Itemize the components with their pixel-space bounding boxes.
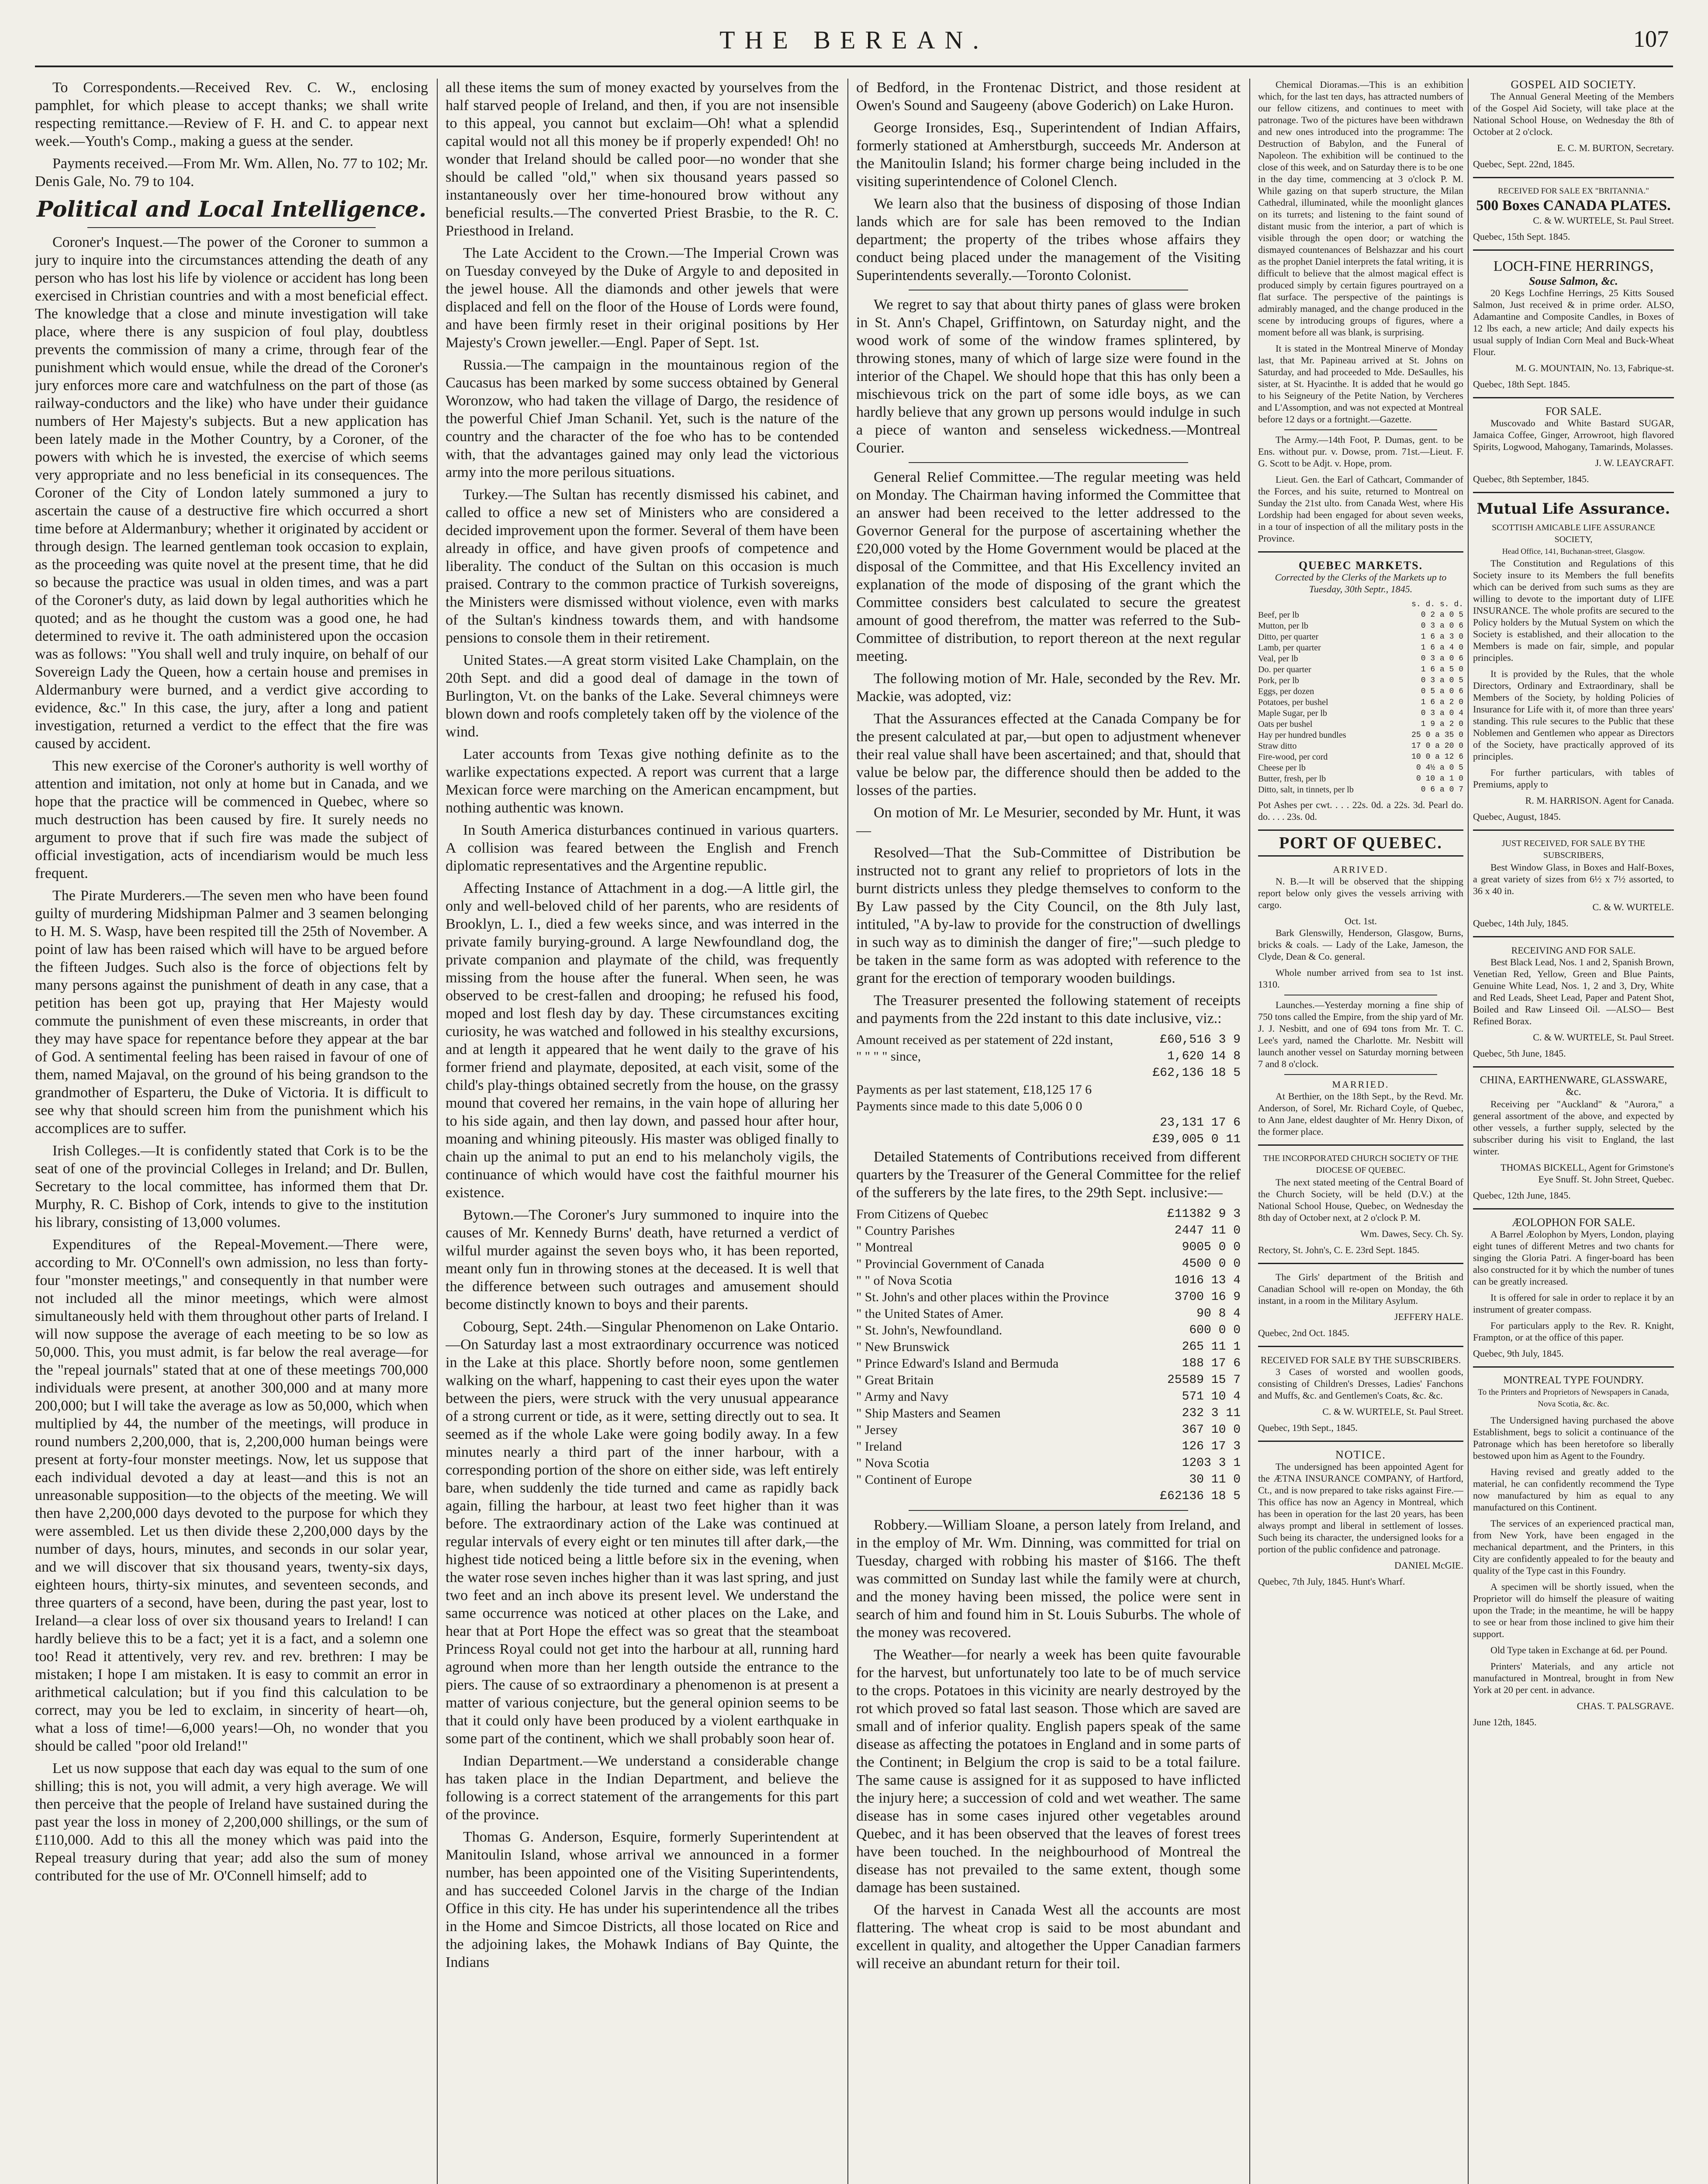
market-row — [1258, 784, 1463, 795]
markets-column-units: s. d. s. d. — [1411, 600, 1463, 609]
contribution-row-label: From Citizens of Quebec — [856, 1207, 989, 1221]
statement-row-value: 1,620 14 8 — [1167, 1050, 1241, 1063]
received-notice: 3 Cases of worsted and woollen goods, consisting of Children's Dresses, Ladies' Fanchons and Muffs, &c. and Gentlemen's Coats, &c. &c. — [1258, 1366, 1463, 1401]
girls-school-notice: The Girls' department of the British and Canadian School will re-open on Monday, the 6th instant, in a room in the Military Asylum. — [1258, 1272, 1463, 1306]
china-notice: Receiving per "Auckland" & "Aurora," a general assortment of the above, and expected by other vessels, a further supply, selected by the subscriber during his visit to England, the last winter. — [1473, 1099, 1674, 1157]
contributions-table — [856, 1206, 1241, 1505]
aetna-signature: DANIEL McGIE. — [1394, 1560, 1463, 1571]
statement-row-value: £39,005 0 11 — [1152, 1133, 1241, 1146]
article-repeal: Expenditures of the Repeal-Movement.—There were, according to Mr. O'Connell's own admission, no less than forty-four "monster meetings," and consequently in that number were not included all the minor meetings, which were almost simultaneously held with them throughout other parts of Ireland. I will now suppose the average of each meeting to be so low as 50,000. This, you must admit, is far below the real average—for the "repeal journals" stated that at one of these meetings 700,000 individuals were present, at another 300,000 and at many more 200,000; but I will take the average as low as 50,000, which when multiplied by 44, the number of the meetings, will produce in round numbers 2,200,000, that is, 2,200,000 human beings were present at forty-four monster meetings. Now, let us suppose that each individual devoted a day at least—and this is not an unreasonable supposition—to the objects of the meeting. We will then have 2,200,000 days devoted to the purpose for which they were assembled. Let us then divide these 2,200,000 days by the number of days, hours, minutes, and seconds in our solar year, and we will discover that six thousand years, twenty-six days, eighteen hours, thirty-six minutes, and seventeen seconds, and three quarters of a second, have been, during the past year, lost to Ireland—a clear loss of over six thousand years to Ireland! I can hardly believe this to be a fact; yet it is a fact, and a solemn one too! Read it attentively, very rev. and rev. brethren: I may be mistaken; I hope I am mistaken. It is easy to commit an error in arithmetical calculation; but if you find this calculation to be correct, may you be led to exclaim, in sincerity of heart—oh, what a loss of time!—6,000 years!—Oh, no wonder that you should be called "poor old Ireland!" — [35, 1237, 428, 1754]
paper-title: THE BEREAN. — [719, 26, 989, 54]
statement-row-value: £60,516 3 9 — [1160, 1033, 1241, 1047]
contribution-row — [856, 1372, 1241, 1389]
window-glass-date: Quebec, 14th July, 1845. — [1473, 918, 1569, 929]
ashes-prices: Pot Ashes per cwt. . . . 22s. 0d. a 22s. 3d. Pearl do. do. . . . 23s. 0d. — [1258, 799, 1463, 822]
received-signature: C. & W. WURTELE, St. Paul Street. — [1322, 1406, 1463, 1417]
notice-heading: NOTICE. — [1335, 1448, 1386, 1461]
statement-row-value — [1127, 1082, 1241, 1098]
market-row — [1258, 664, 1463, 675]
aeolophon-notice-2: It is offered for sale in order to replace it by an instrument of greater compass. — [1473, 1292, 1674, 1315]
contribution-row — [856, 1339, 1241, 1355]
shipping-arrivals: Bark Glenswilly, Henderson, Glasgow, Burns, bricks & coals. — Lady of the Lake, Jameson, the Clyde, Dean & Co. general. — [1258, 927, 1463, 962]
type-foundry-notice-5: Old Type taken in Exchange at 6d. per Pound. — [1490, 1645, 1667, 1655]
church-society-notice: The next stated meeting of the Central Board of the Church Society, will be held (D.V.) at the National School House, Quebec, on Wednesday the 8th day of October next, at 2 o'clock P. M. — [1258, 1177, 1463, 1223]
article-irish-colleges: Irish Colleges.—It is confidently stated that Cork is to be the seat of one of the provincial Colleges in Ireland; and Dr. Bullen, Secretary to the local committee, has informed them that Dr. Murphy, R. C. Bishop of Cork, intends to give to the institution his library, consisting of 13,000 volumes. — [35, 1143, 428, 1230]
contribution-row-label: " Jersey — [856, 1423, 898, 1437]
mutual-life-date: Quebec, August, 1845. — [1473, 811, 1561, 822]
article-russia: Russia.—The campaign in the mountainous region of the Caucasus has been marked by some success obtained by General Woronzow, who had taken the village of Dargo, the residence of the powerful Chief Jman Schanil. Yet, such is the nature of the country and the character of the foe who has to be contended with, that the advantages gained may only lead the victorious army into the more perilous situations. — [446, 357, 839, 480]
mutual-life-notice-3: For further particulars, with tables of Premiums, apply to — [1473, 767, 1674, 790]
market-row — [1258, 741, 1463, 752]
shipping-note: N. B.—It will be observed that the shipping report below only gives the vessels arriving with cargo. — [1258, 876, 1463, 910]
herring-heading: LOCH-FINE HERRINGS, — [1493, 258, 1654, 274]
market-row — [1258, 610, 1463, 621]
markets-heading: QUEBEC MARKETS. — [1298, 559, 1423, 572]
contribution-row-value: 90 8 4 — [1196, 1307, 1241, 1320]
contribution-row-value: 265 11 1 — [1182, 1340, 1241, 1354]
gospel-signature: E. C. M. BURTON, Secretary. — [1557, 142, 1674, 153]
market-row — [1258, 752, 1463, 763]
aeolophon-date: Quebec, 9th July, 1845. — [1473, 1348, 1564, 1359]
contribution-row-value: 600 0 0 — [1189, 1324, 1241, 1337]
mutual-life-subheading: SCOTTISH AMICABLE LIFE ASSURANCE SOCIETY, — [1492, 523, 1655, 544]
contribution-row-label: " Great Britain — [856, 1373, 934, 1387]
plates-date: Quebec, 15th Sept. 1845. — [1473, 231, 1570, 242]
gospel-notice: The Annual General Meeting of the Members of the Gospel Aid Society, will take place at the National School House, on Wednesday the 8th of October at 2 o'clock. — [1473, 91, 1674, 137]
divider — [909, 462, 1188, 463]
market-row-label: Veal, per lb — [1258, 654, 1298, 663]
contribution-row-label: " New Brunswick — [856, 1340, 950, 1354]
market-row-label: Maple Sugar, per lb — [1258, 708, 1328, 718]
article-ironsides: George Ironsides, Esq., Superintendent of Indian Affairs, formerly stationed at Amherstburgh, succeeds Mr. Anderson at the Manitoulin Island; his former charge being included in the visiting superintendence of Colonel Clench. — [856, 120, 1241, 190]
market-row-label: Straw ditto — [1258, 741, 1297, 751]
china-heading: CHINA, EARTHENWARE, GLASSWARE, &c. — [1480, 1075, 1667, 1098]
contribution-row — [856, 1289, 1241, 1306]
article-payments: Payments received.—From Mr. Wm. Allen, No. 77 to 102; Mr. Denis Gale, No. 79 to 104. — [35, 156, 428, 190]
column-4 — [1258, 79, 1463, 2184]
type-foundry-signature: CHAS. T. PALSGRAVE. — [1577, 1700, 1674, 1711]
girls-school-signature: JEFFERY HALE. — [1394, 1311, 1463, 1322]
contribution-row-value: 4500 0 0 — [1182, 1257, 1241, 1271]
type-foundry-notice-2: Having revised and greatly added to the material, he can confidently recommend the Type now manufactured by him as equal to any manufactured on this Continent. — [1473, 1466, 1674, 1513]
contribution-row-label: " St. John's, Newfoundland. — [856, 1323, 1003, 1337]
forsale-notice: Muscovado and White Bastard SUGAR, Jamaica Coffee, Ginger, Arrowroot, high flavored Spirits, Logwood, Mahogany, Tamarinds, Molasses. — [1473, 418, 1674, 452]
market-row — [1258, 763, 1463, 774]
contribution-row-label: " Prince Edward's Island and Bermuda — [856, 1356, 1059, 1371]
market-row-label: Hay per hundred bundles — [1258, 730, 1346, 740]
forsale-heading: FOR SALE. — [1545, 405, 1602, 418]
mutual-life-heading: Mutual Life Assurance. — [1476, 500, 1670, 518]
markets-columns — [1258, 599, 1463, 610]
market-row-value: 1 6 a 4 0 — [1421, 643, 1463, 652]
statement-row-value: £62,136 18 5 — [1152, 1066, 1241, 1080]
market-row-label: Mutton, per lb — [1258, 621, 1308, 631]
market-row-value: 0 2 a 0 5 — [1421, 611, 1463, 619]
contribution-row — [856, 1322, 1241, 1339]
shipping-total: Whole number arrived from sea to 1st inst. 1310. — [1258, 967, 1463, 990]
mutual-life-notice-2: It is provided by the Rules, that the whole Directors, Ordinary and Extraordinary, shall be Members of the Society, by holding Policies of Insurance for Life with it, of more than three years' standing. This rule secures to the Public that these Noblemen and Gentlemen who appear as Directors of the Society, have practically approved of its principles. — [1473, 668, 1674, 762]
article-cathcart: Lieut. Gen. the Earl of Cathcart, Commander of the Forces, and his suite, returned to Montreal on Sunday the 21st ulto. from Canada West, where His Lordship had been engaged for about seven weeks, in a tour of inspection of all the military posts in the Province. — [1258, 474, 1463, 544]
contribution-row — [856, 1488, 1241, 1505]
article-army: The Army.—14th Foot, P. Dumas, gent. to be Ens. without pur. v. Dowse, prom. 71st.—Lieut. F. G. Scott to be Adjt. v. Hope, prom. — [1258, 434, 1463, 469]
church-society-signature: Wm. Dawes, Secy. Ch. Sy. — [1360, 1228, 1463, 1239]
column-rule — [847, 79, 848, 2184]
church-society-heading: THE INCORPORATED CHURCH SOCIETY OF THE DIOCESE OF QUEBEC. — [1263, 1154, 1459, 1175]
article-relief-assurances: That the Assurances effected at the Canada Company be for the present calculated at par,—but open to adjustment whenever their real value shall have been ascertained; and that, should that value be below par, the difference should then be added to the losses of the parties. — [856, 711, 1241, 798]
statement-row-label — [856, 1065, 1127, 1082]
statement-row — [856, 1131, 1241, 1148]
divider — [1473, 1208, 1674, 1209]
statement-row-value: 23,131 17 6 — [1160, 1116, 1241, 1130]
plates-heading: 500 Boxes CANADA PLATES. — [1476, 197, 1671, 214]
divider — [1284, 1074, 1437, 1075]
contribution-row-value: 232 3 11 — [1182, 1406, 1241, 1420]
market-row — [1258, 686, 1463, 697]
market-row-label: Ditto, per quarter — [1258, 632, 1319, 642]
market-row-value: 0 4½ a 0 5 — [1416, 764, 1463, 772]
article-coroner: Coroner's Inquest.—The power of the Coroner to summon a jury to inquire into the circumstances attending the death of any person who has lost his life by violence or accident has long been exercised in Christian countries and with a most beneficial effect. The knowledge that a close and minute investigation will take place, where there is any suspicion of foul play, doubtless prevents the commission of many a crime, through fear of the punishment which would ensue, while the dread of the Coroner's jury enforces more care and watchfulness on the part of those (as railway-conductors and the like) who have under their guidance numbers of Her Majesty's subjects. But a new application has been lately made in the Mother Country, by a Coroner, of the powers with which he is invested, the exercise of which seems very appropriate and no less beneficial in its consequences. The Coroner of the City of London lately summoned a jury to ascertain the cause of a destructive fire which occurred a short time before at Aldermanbury; whether it originated by accident or through design. The learned gentleman took occasion to explain, as the proceeding was quite novel at the present time, that he did so because the practice was usual in olden times, and was a part of the Coroner's duty, as laid down by legal authorities which he quoted; and as he thought the custom was a good one, he had determined to revive it. The oath administered upon the occasion was as follows: "You shall well and truly inquire, on behalf of our Sovereign Lady the Queen, how a certain house and premises in Aldermanbury were burned, and a verdict give according to evidence, &c." In this case, the jury, after a long and patient investigation, returned a verdict to the effect that the fire was caused by accident. — [35, 234, 428, 752]
salmon-heading: Souse Salmon, &c. — [1529, 275, 1618, 287]
article-relief-statements: Detailed Statements of Contributions received from different quarters by the Treasurer of the General Committee for the relief of the sufferers by the late fires, to the 29th Sept. inclusive:— — [856, 1149, 1241, 1201]
market-row-value: 17 0 a 20 0 — [1411, 742, 1463, 750]
china-date: Quebec, 12th June, 1845. — [1473, 1190, 1571, 1201]
page-number: 107 — [1633, 26, 1669, 52]
black-lead-heading: RECEIVING AND FOR SALE. — [1511, 945, 1636, 956]
window-glass-heading: JUST RECEIVED, FOR SALE BY THE SUBSCRIBERS, — [1501, 839, 1646, 860]
market-row-value: 0 10 a 1 0 — [1416, 774, 1463, 783]
divider — [1258, 551, 1463, 553]
contribution-row-value: 1203 3 1 — [1182, 1456, 1241, 1470]
divider — [1473, 1366, 1674, 1368]
statement-row-label: Payments as per last statement, £18,125 17 6 — [856, 1082, 1092, 1097]
type-foundry-notice-3: The services of an experienced practical man, from New York, have been engaged in the mechanical department, and the Printers, in this City are confidently appealed to for the beauty and quality of the Type cast in this Foundry. — [1473, 1518, 1674, 1576]
statement-row — [856, 1065, 1241, 1082]
divider — [1473, 177, 1674, 178]
contribution-row — [856, 1355, 1241, 1372]
contribution-row-value: 367 10 0 — [1182, 1423, 1241, 1437]
market-row-label: Ditto, salt, in tinnets, per lb — [1258, 785, 1354, 795]
contribution-row-label: " Ship Masters and Seamen — [856, 1406, 1001, 1420]
market-row-value: 0 6 a 0 7 — [1421, 785, 1463, 794]
article-indian-department: Indian Department.—We understand a considerable change has taken place in the Indian Department, and believe the following is a correct statement of the arrangements for this part of the province. — [446, 1753, 839, 1823]
statement-row — [856, 1032, 1241, 1048]
herring-date: Quebec, 18th Sept. 1845. — [1473, 379, 1570, 390]
market-row-label: Cheese per lb — [1258, 763, 1306, 773]
black-lead-signature: C. & W. WURTELE, St. Paul Street. — [1533, 1032, 1674, 1043]
article-crown: The Late Accident to the Crown.—The Imperial Crown was on Tuesday conveyed by the Duke of Argyle to and deposited in the jewel house. All the diamonds and other jewels that were displaced and fell on the floor of the House of Lords were found, and have been firmly reset in their original positions by Her Majesty's Crown jeweller.—Engl. Paper of Sept. 1st. — [446, 245, 839, 351]
article-continued: all these items the sum of money exacted by yourselves from the half starved people of Ireland, and then, if you are not insensible to this appeal, you cannot but exclaim—Oh! what a splendid capital would not all this money be if properly expended! Oh! no wonder that Ireland should be called poor—no wonder that she should be called "old," when six thousand years passed so instantaneously over her time-honoured brow without any beneficial results.—The converted Priest Brasbie, to the R. C. Priesthood in Ireland. — [446, 79, 839, 239]
divider — [1258, 1144, 1463, 1146]
contribution-row — [856, 1239, 1241, 1256]
divider — [1473, 936, 1674, 937]
statement-row — [856, 1115, 1241, 1131]
divider — [1258, 1346, 1463, 1347]
article-relief-motion: The following motion of Mr. Hale, seconded by the Rev. Mr. Mackie, was adopted, viz: — [856, 670, 1241, 705]
market-row — [1258, 774, 1463, 784]
contribution-row-label: " " of Nova Scotia — [856, 1273, 952, 1288]
market-row-value: 1 6 a 2 0 — [1421, 698, 1463, 707]
masthead — [35, 17, 1673, 67]
type-foundry-notice: The Undersigned having purchased the above Establishment, begs to solicit a continuance of the Patronage which has been heretofore so liberally bestowed upon him as Agent to the Foundry. — [1473, 1415, 1674, 1461]
article-continued: of Bedford, in the Frontenac District, and those resident at Owen's Sound and Saugeeny (above Goderich) on Lake Huron. — [856, 79, 1241, 114]
aeolophon-notice: A Barrel Æolophon by Myers, London, playing eight tunes of different Metres and two chants for singing the Gloria Patri. A finger-board has been also constructed for it by which the number of tunes can be greatly increased. — [1473, 1229, 1674, 1287]
gospel-date: Quebec, Sept. 22nd, 1845. — [1473, 159, 1575, 169]
window-glass-signature: C. & W. WURTELE. — [1592, 902, 1674, 912]
window-glass-notice: Best Window Glass, in Boxes and Half-Boxes, a great variety of sizes from 6½ x 7½ assorted, to 36 x 40 in. — [1473, 862, 1674, 896]
article-united-states: United States.—A great storm visited Lake Champlain, on the 20th Sept. and did a good deal of damage in the town of Burlington, Vt. on the banks of the Lake. Several chimneys were blown down and roofs completely taken off by the violence of the wind. — [446, 652, 839, 740]
article-relief-committee: General Relief Committee.—The regular meeting was held on Monday. The Chairman having informed the Committee that an answer had been received to the letter addressed to the Governor General for the purpose of ascertaining whether the £20,000 voted by the Home Government would be placed at the disposal of the Committee, and that His Excellency invited an explanation of the mode of disposing of the grant which the Committee considers best calculated to secure the greatest amount of good therefrom, the matter was referred to the Sub-Committee of distribution, to report thereon at the next regular meeting. — [856, 469, 1241, 664]
black-lead-date: Quebec, 5th June, 1845. — [1473, 1048, 1566, 1059]
article-turkey: Turkey.—The Sultan has recently dismissed his cabinet, and called to office a new set of Ministers who are considered a decided improvement upon the former. Several of them have been already in office, and have given proofs of competence and liberality. The conduct of the Sultan on this occasion is much praised. Contrary to the common practice of Turkish sovereigns, the Ministers were dismissed without violence, even with marks of the Sultan's kindness towards them, and with handsome pensions to console them in their retirement. — [446, 487, 839, 646]
divider — [1284, 429, 1437, 430]
divider — [909, 1510, 1188, 1511]
market-row-value: 0 3 a 0 6 — [1421, 622, 1463, 630]
type-foundry-date: June 12th, 1845. — [1473, 1717, 1537, 1728]
contribution-row-label: " Continent of Europe — [856, 1472, 972, 1487]
article-launches: Launches.—Yesterday morning a fine ship of 750 tons called the Empire, from the ship yard of Mr. J. J. Nesbitt, and one of 694 tons from Mr. T. C. Lee's yard, named the Charlotte. Mr. Nesbitt will launch another vessel on Saturday morning between 7 and 8 o'clock. — [1258, 999, 1463, 1069]
article-st-anns: We regret to say that about thirty panes of glass were broken in St. Ann's Chapel, Griffintown, on Saturday night, and the wood work of some of the window frames splintered, by throwing stones, many of which of large size were found in the interior of the Chapel. We should hope that this has only been a mischievous trick on the part of some idle boys, as we can hardly believe that any grown up persons would indulge in such a piece of wanton and senseless wickedness.—Montreal Courier. — [856, 297, 1241, 456]
contribution-row-value: £62136 18 5 — [1160, 1489, 1241, 1503]
column-rule — [1468, 79, 1469, 2184]
contribution-row — [856, 1272, 1241, 1289]
contribution-row-value: 30 11 0 — [1189, 1473, 1241, 1486]
contribution-row — [856, 1306, 1241, 1322]
article-pirate: The Pirate Murderers.—The seven men who have been found guilty of murdering Midshipman Palmer and 3 seamen belonging to H. M. S. Wasp, have been respited till the 25th of November. A point of law has been raised which will have to be argued before the fifteen Judges. Such also is the force of objections felt by many persons against the punishment of death in any case, that a petition has been got up, praying that Her Majesty would commute the punishment of even these miscreants, in order that they may have space for repentance before they appear at the bar of God. A sentimental feeling has been raised in favour of one of them, named Majaval, on the ground of his being grandson to the grandmother of Esparteru, the Duke of Victoria. It is difficult to see why that should screen him from the punishment which his accomplices are to suffer. — [35, 888, 428, 1137]
type-foundry-address: To the Printers and Proprietors of Newspapers in Canada, Nova Scotia, &c. &c. — [1478, 1388, 1669, 1409]
received-date: Quebec, 19th Sept., 1845. — [1258, 1422, 1358, 1433]
market-row-label: Fire-wood, per cord — [1258, 752, 1328, 762]
church-society-date: Rectory, St. John's, C. E. 23rd Sept. 1845. — [1258, 1244, 1420, 1255]
article-cobourg: Cobourg, Sept. 24th.—Singular Phenomenon on Lake Ontario.—On Saturday last a most extraordinary occurrence was noticed in the Lake at this place. Shortly before noon, some gentlemen walking on the wharf, happening to cast their eyes upon the water between the piers, were struck with the very unusual appearance of a strong current or tide, as it were, setting directly out to sea. It seemed as if the whole Lake were going bodily away. In a few minutes nearly a third part of the inner harbour, with a corresponding portion of the shore on either side, was left entirely bare, when suddenly the tide turned and came as rapidly back again, filling the harbour, at least two feet higher than it was before. The extraordinary action of the Lake was continued at regular intervals of every eight or ten minutes till after dark,—the highest tide noticed being a little before six in the evening, when the water rose seven inches higher than it was last spring, and just two feet and an inch above its present level. We understand the same occurrence was noticed at other places on the Lake, and hear that at Port Hope the effect was so great that the steamboat Princess Royal could not get into the harbour at all, running hard aground when more than her length outside the entrance to the piers. The cause of so extraordinary a phenomenon is at present a matter of various conjecture, but the general opinion seems to be that it could only have been produced by a violent earthquake in some part of the continent, which we shall probably soon hear of. — [446, 1319, 839, 1747]
statement-row-label: Payments since made to this date 5,006 0 0 — [856, 1099, 1082, 1113]
britannia-heading: RECEIVED FOR SALE EX "BRITANNIA." — [1498, 187, 1649, 196]
contribution-row — [856, 1256, 1241, 1272]
contribution-row-label: " the United States of Amer. — [856, 1306, 1004, 1321]
article-dog: Affecting Instance of Attachment in a dog.—A little girl, the only and well-beloved child of her parents, who are residents of Brooklyn, L. I., died a few weeks since, and was interred in the private family burying-ground. A large Newfoundland dog, the private companion and playmate of the child, was frequently missing from the house after the funeral. When seen, he was observed to be crest-fallen and drooping; he refused his food, moped and lost flesh day by day. These circumstances exciting curiosity, he was watched and followed in his stealthy excursions, and at length it appeared that he went daily to the grave of his former friend and playmate, deposited, at each visit, some of the child's play-things obtained secretly from the house, on the grassy mound that covered her remains, in the vain hope of alluring her to his side again, and then lay down, and passed hour after hour, moaning and whining piteously. His master was obliged finally to chain up the animal to put an end to his melancholy vigils, the continuance of which would have cost the faithful mourner his existence. — [446, 880, 839, 1201]
markets-table — [1258, 610, 1463, 795]
market-row-label: Pork, per lb — [1258, 676, 1299, 685]
divider — [1473, 829, 1674, 831]
market-row-label: Potatoes, per bushel — [1258, 698, 1328, 707]
market-row-label: Butter, fresh, per lb — [1258, 774, 1326, 784]
aetna-notice: The undersigned has been appointed Agent for the ÆTNA INSURANCE COMPANY, of Hartford, Ct., and is now prepared to take risks against Fire.—This office has now an Agency in Montreal, which has been in operation for the last 20 years, has been always prompt and liberal in settlement of losses. Such being its character, the undersigned looks for a portion of the public confidence and patronage. — [1258, 1461, 1463, 1555]
article-robbery: Robbery.—William Sloane, a person lately from Ireland, and in the employ of Mr. Wm. Dinning, was committed for trial on Tuesday, charged with robbing his master of $166. The theft was committed on Sunday last while the family were at church, and the money having been missed, the police were sent in search of him and found him in St. Louis Suburbs. The whole of the money was recovered. — [856, 1517, 1241, 1641]
girls-school-date: Quebec, 2nd Oct. 1845. — [1258, 1327, 1349, 1338]
black-lead-notice: Best Black Lead, Nos. 1 and 2, Spanish Brown, Venetian Red, Yellow, Green and Blue Paints, Genuine White Lead, Nos. 1, 2 and 3, Dry, White and Red Leads, Sheet Lead, Paper and Patent Shot, Boiled and Raw Linseed Oil. —ALSO— Best Refined Borax. — [1473, 957, 1674, 1026]
market-row — [1258, 697, 1463, 708]
aeolophon-heading: ÆOLOPHON FOR SALE. — [1511, 1216, 1635, 1229]
article-indian-lands: We learn also that the business of disposing of those Indian lands which are for sale has been removed to the Indian department; the property of the tribes whose affairs they conduct being placed under the management of the Visiting Superintendents severally.—Toronto Colonist. — [856, 196, 1241, 283]
market-row — [1258, 675, 1463, 686]
column-rule — [437, 79, 438, 2184]
divider — [1258, 1441, 1463, 1442]
market-row-label: Beef, per lb — [1258, 610, 1299, 620]
herring-notice: 20 Kegs Lochfine Herrings, 25 Kitts Soused Salmon, Just received & in prime order. ALSO, Adamantine and Composite Candles, in Boxes of 12 lbs each, a new article; And daily expects his usual supply of Indian Corn Meal and Buck-Wheat Flour. — [1473, 287, 1674, 357]
statement-row-label — [856, 1115, 1127, 1131]
contribution-row-value: 25589 15 7 — [1167, 1373, 1241, 1387]
statement-row — [856, 1082, 1241, 1098]
statement-row-label — [856, 1131, 1127, 1148]
market-row-label: Do. per quarter — [1258, 665, 1311, 674]
article-texas: Later accounts from Texas give nothing definite as to the warlike expectations expected. A report was current that a large Mexican force were marching on the American encampment, but nothing authentic was known. — [446, 746, 839, 816]
market-row-value: 1 6 a 3 0 — [1421, 632, 1463, 641]
contribution-row — [856, 1405, 1241, 1422]
article-relief-resolved: Resolved—That the Sub-Committee of Distribution be instructed not to grant any relief to proprietors of lots in the burnt districts unless they pledge themselves to conform to the By Law passed by the City Council, on the 8th July last, intituled, "A by-law to provide for the construction of dwellings in such way as to diminish the danger of fire;"—such pledge to be taken in the same form as was adopted with reference to the grant for the erection of temporary wooden buildings. — [856, 845, 1241, 986]
contribution-row-value: 2447 11 0 — [1174, 1224, 1241, 1237]
article-papineau: It is stated in the Montreal Minerve of Monday last, that Mr. Papineau arrived at St. Johns on Saturday, and had proceeded to Mde. DeSaulles, his sister, at St. Hyacinthe. It is added that he would go to his Seigneury of the Petite Nation, by Vercheres and L'Assomption, and was not expected at Montreal before 12 days or a fortnight.—Gazette. — [1258, 343, 1463, 425]
market-row-value: 0 5 a 0 6 — [1421, 687, 1463, 696]
contribution-row-label: " Nova Scotia — [856, 1456, 930, 1470]
shipping-date: Oct. 1st. — [1345, 916, 1377, 926]
divider — [1258, 1263, 1463, 1264]
contribution-row-label: " Army and Navy — [856, 1389, 949, 1404]
contribution-row-label — [856, 1488, 1127, 1505]
article-repeal-2: Let us now suppose that each day was equal to the sum of one shilling; this is not, you will admit, a very high average. We will then perceive that the people of Ireland have sustained during the past year the loss in money of 2,200,000 shillings, or the sum of £110,000. Add to this all the money which was paid into the Repeal treasury during that year; add also the sum of money contributed for the use of Mr. O'Connell himself; add to — [35, 1760, 428, 1884]
contribution-row-value: 3700 16 9 — [1174, 1290, 1241, 1304]
statement-row — [856, 1048, 1241, 1065]
market-row — [1258, 632, 1463, 643]
mutual-life-office: Head Office, 141, Buchanan-street, Glasgow. — [1502, 547, 1645, 556]
contribution-row-label: " Country Parishes — [856, 1223, 955, 1238]
market-row — [1258, 621, 1463, 632]
article-correspondents: To Correspondents.—Received Rev. C. W., enclosing pamphlet, for which please to accept thanks; we shall write respecting remittance.—Review of F. H. and C. to appear next week.—Youth's Comp., making a guess at the sender. — [35, 79, 428, 149]
contribution-row-value: £11382 9 3 — [1167, 1207, 1241, 1221]
contribution-row — [856, 1422, 1241, 1438]
article-bytown: Bytown.—The Coroner's Jury summoned to inquire into the causes of Mr. Kennedy Burns' death, have returned a verdict of wilful murder against the seven boys who, it has been reported, meant only fun in throwing stones at the deceased. It is well that the difference between such outrages and amusement should become distinctly known to boys and their parents. — [446, 1207, 839, 1313]
market-row — [1258, 719, 1463, 730]
markets-subheading: Corrected by the Clerks of the Markets up to Tuesday, 30th Septr., 1845. — [1275, 572, 1447, 594]
forsale-signature: J. W. LEAYCRAFT. — [1595, 457, 1674, 468]
contribution-row — [856, 1438, 1241, 1455]
market-row — [1258, 643, 1463, 653]
market-row-value: 1 6 a 5 0 — [1421, 665, 1463, 674]
married-heading: MARRIED. — [1332, 1079, 1390, 1090]
contribution-row-value: 1016 13 4 — [1174, 1274, 1241, 1287]
column-1 — [35, 79, 428, 2184]
column-5 — [1473, 79, 1674, 2184]
arrived-heading: ARRIVED. — [1333, 864, 1389, 875]
contribution-row — [856, 1223, 1241, 1239]
type-foundry-heading: MONTREAL TYPE FOUNDRY. — [1503, 1375, 1644, 1386]
market-row-value: 25 0 a 35 0 — [1411, 731, 1463, 740]
article-relief-treasurer: The Treasurer presented the following statement of receipts and payments from the 22d instant to this date inclusive, viz.: — [856, 992, 1241, 1026]
article-relief-motion-2: On motion of Mr. Le Mesurier, seconded by Mr. Hunt, it was— — [856, 805, 1241, 839]
market-row — [1258, 653, 1463, 664]
treasurer-statement-table — [856, 1032, 1241, 1148]
article-weather: The Weather—for nearly a week has been quite favourable for the harvest, but unfortunately too late to be of much service to the crops. Potatoes in this vicinity are nearly destroyed by the rot which proved so fatal last season. Those which are saved are small and of inferior quality. English papers speak of the same disease as affecting the potatoes in England and in some parts of the Continent; in Belgium the crop is said to be a total failure. The same cause is assigned for it as supposed to have inflicted the injury here; a succession of cold and wet weather. The same disease has in some cases injured other vegetables around Quebec, and it has been observed that the leaves of forest trees have been touched. In the neighbourhood of Montreal the disease has not prevailed to the same extent, though some damage has been sustained. — [856, 1647, 1241, 1896]
divider — [1473, 492, 1674, 493]
statement-row-value — [1127, 1098, 1241, 1115]
divider — [1473, 249, 1674, 251]
column-3 — [856, 79, 1241, 2184]
received-heading: RECEIVED FOR SALE BY THE SUBSCRIBERS. — [1260, 1355, 1461, 1365]
market-row — [1258, 730, 1463, 741]
contribution-row — [856, 1206, 1241, 1223]
aetna-date: Quebec, 7th July, 1845. Hunt's Wharf. — [1258, 1576, 1405, 1587]
statement-row — [856, 1098, 1241, 1115]
article-indian-department-2: Thomas G. Anderson, Esquire, formerly Superintendent at Manitoulin Island, whose arrival we announced in a former number, has been appointed one of the Visiting Superintendents, and has succeeded Colonel Jarvis in the charge of the Indian Office in this city. He has under his superintendence all the tribes in the Home and Simcoe Districts, all those located on Rice and the adjoining lakes, the Mohawk Indians of Bay Quinte, the Indians — [446, 1829, 839, 1970]
contribution-row-label: " Montreal — [856, 1240, 913, 1254]
column-rule — [1249, 79, 1250, 2184]
article-coroner-2: This new exercise of the Coroner's authority is well worthy of attention and imitation, not only at home but in Canada, and we hope that the practice will be commenced in Quebec, where so much destruction has been caused by fire. It surely needs no argument to prove that if such fire was made the subject of official investigation, acts of incendiarism would be much less frequent. — [35, 758, 428, 881]
gospel-heading: GOSPEL AID SOCIETY. — [1511, 79, 1636, 91]
market-row-value: 1 9 a 2 0 — [1421, 720, 1463, 729]
type-foundry-notice-4: A specimen will be shortly issued, when the Proprietor will do himself the pleasure of waiting upon the Trade; in the meantime, he will be happy to see or hear from those inclined to give him their support. — [1473, 1581, 1674, 1639]
contribution-row-value: 188 17 6 — [1182, 1357, 1241, 1370]
market-row-label: Lamb, per quarter — [1258, 643, 1321, 653]
market-row — [1258, 708, 1463, 719]
port-heading: PORT OF QUEBEC. — [1258, 829, 1463, 857]
plates-signature: C. & W. WURTELE, St. Paul Street. — [1533, 215, 1674, 226]
type-foundry-notice-6: Printers' Materials, and any article not manufactured in Montreal, brought in from New York at 20 per cent. in advance. — [1473, 1661, 1674, 1695]
contribution-row — [856, 1455, 1241, 1472]
mutual-life-notice: The Constitution and Regulations of this Society insure to its Members the full benefits which can be derived from such sums as they are willing to devote to the important duty of LIFE INSURANCE. The whole profits are secured to the Policy holders by the Mutual System on which the Society is established, and their allocation to the Members is made on fair, simple, and popular principles. — [1473, 558, 1674, 663]
column-2 — [446, 79, 839, 2184]
married-notice: At Berthier, on the 18th Sept., by the Revd. Mr. Anderson, of Sorel, Mr. Richard Coyle, of Quebec, to Ann Jane, eldest daughter of Mr. Henry Dixon, of the former place. — [1258, 1091, 1463, 1137]
market-row-label: Eggs, per dozen — [1258, 687, 1314, 696]
article-harvest: Of the harvest in Canada West all the accounts are most flattering. The wheat crop is said to be most abundant and excellent in quality, and altogether the Upper Canadian farmers will receive an abundant return for their toil. — [856, 1902, 1241, 1972]
market-row-value: 0 3 a 0 5 — [1421, 676, 1463, 685]
herring-signature: M. G. MOUNTAIN, No. 13, Fabrique-st. — [1515, 363, 1674, 373]
market-row-value: 0 3 a 0 4 — [1421, 709, 1463, 718]
market-row-label: Oats per bushel — [1258, 719, 1313, 729]
contribution-row-label: " Ireland — [856, 1439, 902, 1454]
divider — [1473, 1066, 1674, 1068]
forsale-date: Quebec, 8th September, 1845. — [1473, 473, 1589, 484]
aeolophon-notice-3: For particulars apply to the Rev. R. Knight, Frampton, or at the office of this paper. — [1473, 1320, 1674, 1343]
contribution-row-value: 571 10 4 — [1182, 1390, 1241, 1403]
contribution-row — [856, 1472, 1241, 1488]
china-signature: THOMAS BICKELL, Agent for Grimstone's Eye Snuff. St. John Street, Quebec. — [1501, 1162, 1674, 1185]
divider — [87, 227, 376, 228]
statement-row-label: " " " " since, — [856, 1049, 921, 1064]
article-dioramas: Chemical Dioramas.—This is an exhibition which, for the last ten days, has attracted numbers of our fellow citizens, and continues to meet with patronage. Two of the pictures have been withdrawn and new ones introduced into the programme: The Destruction of Babylon, and the Funeral of Napoleon. The exhibition will be continued to the close of this week, and on Saturday there is to be one in the day time, commencing at 3 o'clock P. M. While gazing on that superb structure, the Milan Cathedral, illuminated, while the moonlight glances on its turrets; and listening to the faint sound of distant music from the interior, a part of which is visible through the open door; or watching the dismayed countenances of Belshazzar and his court as the prophet Daniel interprets the fatal writing, it is difficult to believe that the almost magical effect is produced simply by certain figures pourtrayed on a flat surface. The perspective of the paintings is admirably managed, and the change produced in the scene by introducing groups of figures, where a moment before all was blank, is surprising. — [1258, 79, 1463, 338]
market-row-value: 0 3 a 0 6 — [1421, 654, 1463, 663]
contribution-row-value: 9005 0 0 — [1182, 1241, 1241, 1254]
section-heading: Political and Local Intelligence. — [36, 196, 427, 222]
contribution-row — [856, 1389, 1241, 1405]
article-south-america: In South America disturbances continued in various quarters. A collision was feared between the English and French diplomatic representatives and the Argentine republic. — [446, 822, 839, 874]
mutual-life-signature: R. M. HARRISON. Agent for Canada. — [1525, 795, 1674, 806]
contribution-row-label: " St. John's and other places within the Province — [856, 1290, 1109, 1304]
contribution-row-label: " Provincial Government of Canada — [856, 1257, 1044, 1271]
market-row-value: 10 0 a 12 6 — [1411, 753, 1463, 761]
contribution-row-value: 126 17 3 — [1182, 1440, 1241, 1453]
statement-row-label: Amount received as per statement of 22d instant, — [856, 1033, 1113, 1047]
divider — [1473, 397, 1674, 398]
